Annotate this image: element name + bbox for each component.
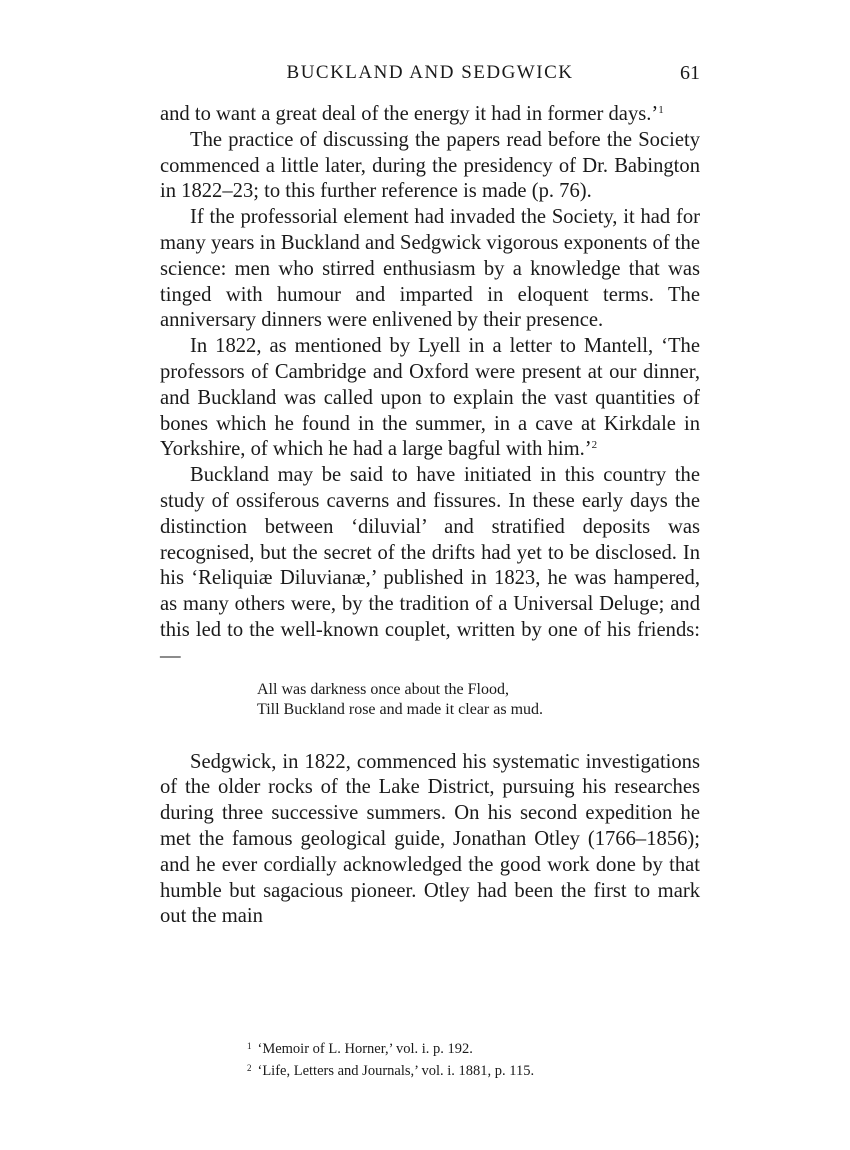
footnote (247, 1037, 667, 1059)
paragraph-text: Sedgwick, in 1822, commenced his systematic investigations of the older rocks of the Lake District, pursuing his researches during three successive summers. On his second expedition he met the famous geological guide, Jonathan Otley (1766–1856); and he ever cordially acknowledged the good work done by that humble but sagacious pioneer. Otley had been the first to mark out the main (160, 750, 700, 928)
paragraph-text: In 1822, as mentioned by Lyell in a letter to Mantell, ‘The professors of Cambridge and Oxford were present at our dinner, and Buckland was called upon to explain the vast quantities of bones which he found in the summer, in a cave at Kirkdale in Yorkshire, of which he had a large bagful with him.’ (160, 335, 700, 461)
paragraph-discussion (160, 128, 700, 205)
paragraph-text: The practice of discussing the papers read before the Society commenced a little later, during the presidency of Dr. Babington in 1822–23; to this further reference is made (p. 76). (160, 128, 700, 203)
verse-line: All was darkness once about the Flood, (257, 680, 509, 698)
paragraph-sedgwick (160, 750, 700, 931)
page-header (160, 62, 700, 90)
page-number: 61 (680, 62, 700, 84)
footnote (247, 1059, 667, 1081)
paragraph-text: If the professorial element had invaded the Society, it had for many years in Buckland and Sedgwick vigorous exponents of the science: men who stirred enthusiasm by a knowledge that was tinged with humour and imparted in eloquent terms. The anniversary dinners were enlivened by their presence. (160, 206, 700, 332)
paragraph-buckland-caverns (160, 463, 700, 669)
paragraph-text: and to want a great deal of the energy it had in former days.’ (160, 103, 659, 125)
footnote-text: ‘Life, Letters and Journals,’ vol. i. 1881, p. 115. (257, 1063, 535, 1079)
paragraph-lyell-letter (160, 334, 700, 463)
verse-couplet (257, 680, 700, 720)
footnote-reference: 2 (591, 439, 598, 452)
footnote-mark: 1 (247, 1041, 252, 1051)
paragraph-text: Buckland may be said to have initiated in this country the study of ossiferous caverns and fissures. In these early days the distinction between ‘diluvial’ and stratified deposits was recognised, but the secret of the drifts had yet to be disclosed. In his ‘Reliquiæ Diluvianæ,’ published in 1823, he was hampered, as many others were, by the tradition of a Universal Deluge; and this led to the well-known couplet, written by one of his friends:— (160, 464, 700, 667)
paragraph-professorial (160, 205, 700, 334)
footnotes (247, 1037, 667, 1081)
verse-line: Till Buckland rose and made it clear as mud. (257, 700, 544, 718)
body-text (160, 102, 700, 930)
footnote-text: ‘Memoir of L. Horner,’ vol. i. p. 192. (257, 1041, 473, 1057)
paragraph-continuation (160, 102, 700, 128)
running-head: BUCKLAND AND SEDGWICK (286, 62, 574, 83)
footnote-mark: 2 (247, 1063, 252, 1073)
footnote-reference: 1 (658, 104, 664, 116)
